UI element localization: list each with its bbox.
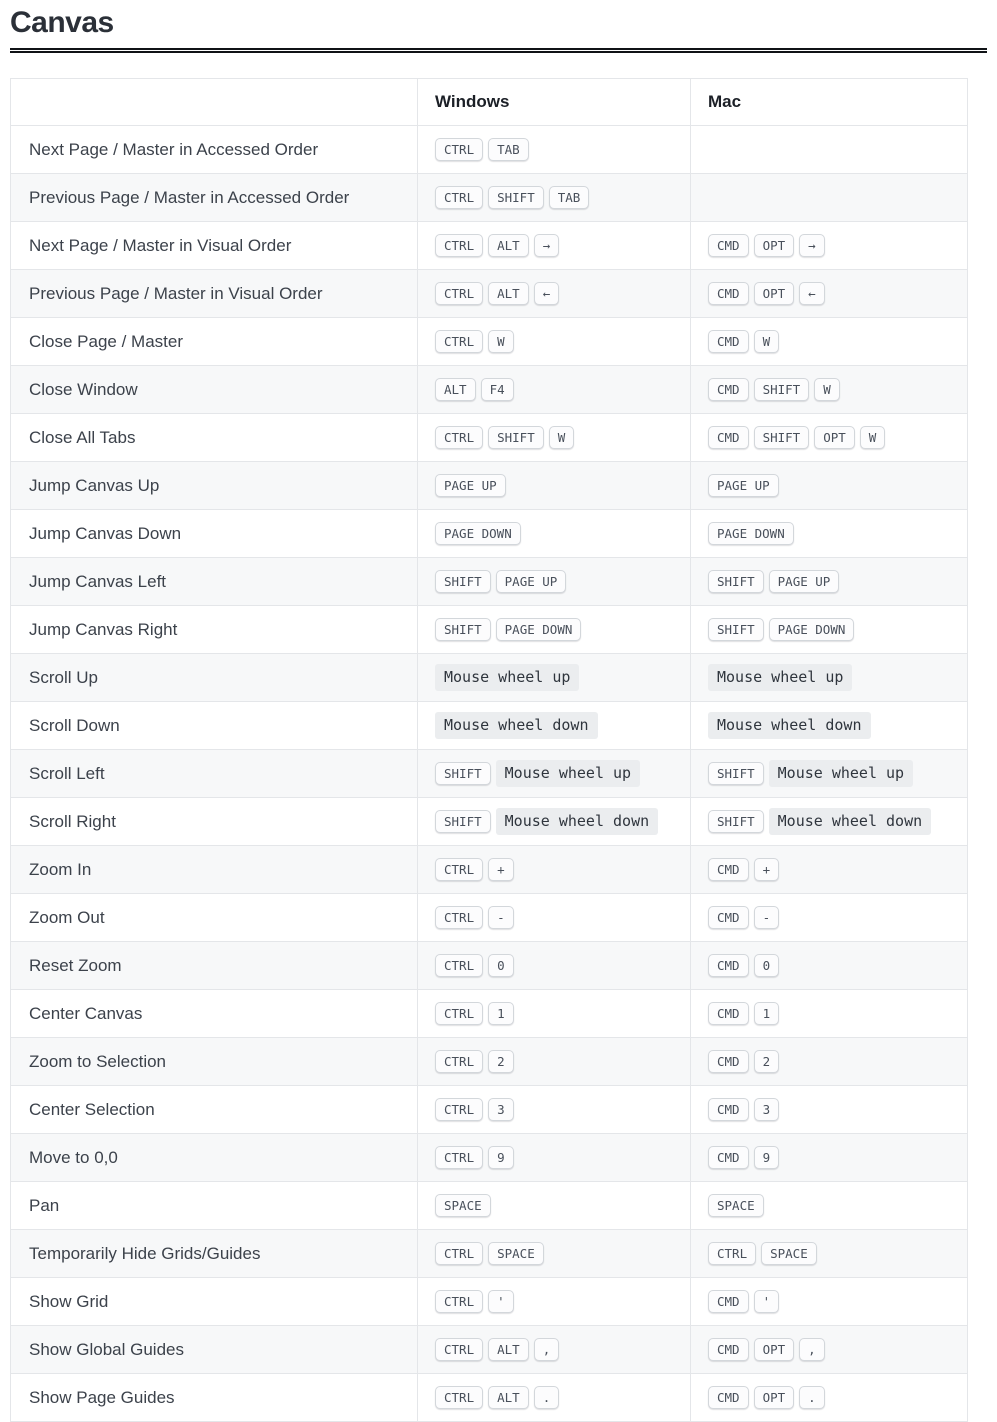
key-cap: CMD: [708, 1050, 749, 1074]
key-cap: CMD: [708, 906, 749, 930]
windows-shortcut-cell: [418, 1086, 691, 1134]
key-cap: .: [534, 1386, 560, 1410]
key-cap: CTRL: [435, 1242, 483, 1266]
windows-shortcut-cell: [418, 174, 691, 222]
windows-shortcut-cell: [418, 1134, 691, 1182]
key-cap: 0: [754, 954, 780, 978]
key-cap: SPACE: [435, 1194, 491, 1218]
mac-shortcut-cell: [691, 510, 968, 558]
key-cap: 3: [754, 1098, 780, 1122]
table-row: [11, 126, 968, 174]
key-cap: 0: [488, 954, 514, 978]
action-label: Pan: [11, 1182, 418, 1230]
page-title: Canvas: [10, 6, 114, 39]
column-header-mac: Mac: [691, 79, 968, 126]
key-cap: CTRL: [435, 906, 483, 930]
table-row: [11, 1182, 968, 1230]
key-cap: PAGE UP: [769, 570, 840, 594]
key-cap: OPT: [754, 282, 795, 306]
key-cap: →: [534, 234, 560, 258]
windows-shortcut-cell: [418, 222, 691, 270]
key-cap: CTRL: [435, 1386, 483, 1410]
action-label: Zoom Out: [11, 894, 418, 942]
windows-shortcut-cell: [418, 606, 691, 654]
action-label: Next Page / Master in Visual Order: [11, 222, 418, 270]
mac-shortcut-cell: [691, 414, 968, 462]
key-cap: SHIFT: [708, 762, 764, 786]
key-cap: PAGE UP: [435, 474, 506, 498]
key-cap: CTRL: [435, 954, 483, 978]
mac-shortcut-cell: [691, 1134, 968, 1182]
key-cap: SPACE: [761, 1242, 817, 1266]
key-cap: ALT: [488, 1338, 529, 1362]
table-row: [11, 270, 968, 318]
mac-shortcut-cell: [691, 942, 968, 990]
mac-shortcut-cell: [691, 1374, 968, 1422]
action-label: Next Page / Master in Accessed Order: [11, 126, 418, 174]
key-cap: CMD: [708, 858, 749, 882]
windows-shortcut-cell: [418, 1182, 691, 1230]
key-cap: CMD: [708, 1386, 749, 1410]
key-cap: CTRL: [435, 1050, 483, 1074]
action-label: Scroll Down: [11, 702, 418, 750]
mac-shortcut-cell: [691, 1326, 968, 1374]
mac-shortcut-cell: [691, 126, 968, 174]
key-cap: SPACE: [708, 1194, 764, 1218]
key-cap: 9: [754, 1146, 780, 1170]
key-cap: -: [754, 906, 780, 930]
column-header-action: [11, 79, 418, 126]
table-row: [11, 1278, 968, 1326]
key-cap: 1: [488, 1002, 514, 1026]
action-label: Zoom to Selection: [11, 1038, 418, 1086]
mouse-action-badge: Mouse wheel up: [496, 760, 640, 788]
windows-shortcut-cell: [418, 126, 691, 174]
table-row: [11, 1374, 968, 1422]
key-cap: PAGE UP: [708, 474, 779, 498]
key-cap: ': [754, 1290, 780, 1314]
table-row: [11, 1326, 968, 1374]
key-cap: PAGE UP: [496, 570, 567, 594]
action-label: Move to 0,0: [11, 1134, 418, 1182]
key-cap: CMD: [708, 1290, 749, 1314]
table-row: [11, 654, 968, 702]
key-cap: CTRL: [435, 330, 483, 354]
key-cap: ALT: [488, 282, 529, 306]
mouse-action-badge: Mouse wheel down: [708, 712, 871, 740]
mouse-action-badge: Mouse wheel up: [769, 760, 913, 788]
table-row: [11, 1086, 968, 1134]
mac-shortcut-cell: [691, 1278, 968, 1326]
key-cap: SHIFT: [754, 426, 810, 450]
key-cap: CMD: [708, 1002, 749, 1026]
table-row: [11, 462, 968, 510]
mac-shortcut-cell: [691, 1182, 968, 1230]
key-cap: CTRL: [435, 1338, 483, 1362]
key-cap: CMD: [708, 1338, 749, 1362]
column-header-windows: Windows: [418, 79, 691, 126]
key-cap: ': [488, 1290, 514, 1314]
mac-shortcut-cell: [691, 1038, 968, 1086]
key-cap: ,: [534, 1338, 560, 1362]
shortcuts-table: [10, 78, 968, 1422]
key-cap: SHIFT: [488, 186, 544, 210]
table-row: [11, 942, 968, 990]
table-row: [11, 1230, 968, 1278]
table-row: [11, 702, 968, 750]
action-label: Show Page Guides: [11, 1374, 418, 1422]
mac-shortcut-cell: [691, 222, 968, 270]
windows-shortcut-cell: [418, 558, 691, 606]
windows-shortcut-cell: [418, 510, 691, 558]
action-label: Jump Canvas Right: [11, 606, 418, 654]
key-cap: 9: [488, 1146, 514, 1170]
key-cap: CMD: [708, 234, 749, 258]
key-cap: →: [799, 234, 825, 258]
table-row: [11, 990, 968, 1038]
action-label: Show Global Guides: [11, 1326, 418, 1374]
windows-shortcut-cell: [418, 942, 691, 990]
key-cap: CMD: [708, 330, 749, 354]
windows-shortcut-cell: [418, 270, 691, 318]
key-cap: PAGE DOWN: [708, 522, 794, 546]
action-label: Temporarily Hide Grids/Guides: [11, 1230, 418, 1278]
table-row: [11, 1134, 968, 1182]
key-cap: CTRL: [435, 186, 483, 210]
table-row: [11, 414, 968, 462]
key-cap: +: [754, 858, 780, 882]
key-cap: OPT: [754, 1386, 795, 1410]
key-cap: CMD: [708, 1146, 749, 1170]
mouse-action-badge: Mouse wheel up: [435, 664, 579, 692]
key-cap: PAGE DOWN: [496, 618, 582, 642]
mac-shortcut-cell: [691, 462, 968, 510]
windows-shortcut-cell: [418, 414, 691, 462]
key-cap: PAGE DOWN: [769, 618, 855, 642]
action-label: Previous Page / Master in Accessed Order: [11, 174, 418, 222]
key-cap: OPT: [754, 234, 795, 258]
key-cap: F4: [481, 378, 514, 402]
key-cap: CTRL: [708, 1242, 756, 1266]
windows-shortcut-cell: [418, 990, 691, 1038]
windows-shortcut-cell: [418, 846, 691, 894]
mouse-action-badge: Mouse wheel down: [496, 808, 659, 836]
table-row: [11, 174, 968, 222]
key-cap: SHIFT: [435, 618, 491, 642]
table-row: [11, 510, 968, 558]
key-cap: ALT: [488, 234, 529, 258]
key-cap: CMD: [708, 282, 749, 306]
mac-shortcut-cell: [691, 174, 968, 222]
header-row: [11, 79, 968, 126]
windows-shortcut-cell: [418, 1326, 691, 1374]
key-cap: SHIFT: [435, 570, 491, 594]
table-row: [11, 1038, 968, 1086]
windows-shortcut-cell: [418, 1038, 691, 1086]
windows-shortcut-cell: [418, 1278, 691, 1326]
windows-shortcut-cell: [418, 702, 691, 750]
key-cap: ALT: [435, 378, 476, 402]
table-row: [11, 318, 968, 366]
key-cap: ←: [799, 282, 825, 306]
mouse-action-badge: Mouse wheel up: [708, 664, 852, 692]
mac-shortcut-cell: [691, 558, 968, 606]
key-cap: +: [488, 858, 514, 882]
windows-shortcut-cell: [418, 1230, 691, 1278]
mac-shortcut-cell: [691, 1086, 968, 1134]
title-divider: [10, 48, 987, 53]
key-cap: CTRL: [435, 138, 483, 162]
mac-shortcut-cell: [691, 894, 968, 942]
key-cap: SHIFT: [754, 378, 810, 402]
action-label: Center Canvas: [11, 990, 418, 1038]
table-row: [11, 750, 968, 798]
key-cap: TAB: [549, 186, 590, 210]
windows-shortcut-cell: [418, 462, 691, 510]
table-row: [11, 846, 968, 894]
mac-shortcut-cell: [691, 1230, 968, 1278]
key-cap: SHIFT: [435, 810, 491, 834]
key-cap: CTRL: [435, 1002, 483, 1026]
key-cap: CMD: [708, 1098, 749, 1122]
key-cap: W: [860, 426, 886, 450]
action-label: Reset Zoom: [11, 942, 418, 990]
action-label: Zoom In: [11, 846, 418, 894]
action-label: Jump Canvas Down: [11, 510, 418, 558]
key-cap: CMD: [708, 954, 749, 978]
key-cap: ALT: [488, 1386, 529, 1410]
key-cap: TAB: [488, 138, 529, 162]
key-cap: SHIFT: [708, 570, 764, 594]
action-label: Previous Page / Master in Visual Order: [11, 270, 418, 318]
mac-shortcut-cell: [691, 606, 968, 654]
key-cap: SPACE: [488, 1242, 544, 1266]
key-cap: CTRL: [435, 282, 483, 306]
key-cap: CTRL: [435, 426, 483, 450]
mac-shortcut-cell: [691, 798, 968, 846]
key-cap: ←: [534, 282, 560, 306]
key-cap: SHIFT: [708, 810, 764, 834]
table-row: [11, 222, 968, 270]
key-cap: W: [814, 378, 840, 402]
key-cap: OPT: [814, 426, 855, 450]
key-cap: CMD: [708, 426, 749, 450]
key-cap: SHIFT: [435, 762, 491, 786]
mac-shortcut-cell: [691, 654, 968, 702]
shortcuts-table-body: [11, 126, 968, 1422]
key-cap: W: [488, 330, 514, 354]
key-cap: PAGE DOWN: [435, 522, 521, 546]
action-label: Scroll Right: [11, 798, 418, 846]
action-label: Scroll Up: [11, 654, 418, 702]
key-cap: .: [799, 1386, 825, 1410]
mouse-action-badge: Mouse wheel down: [435, 712, 598, 740]
key-cap: CMD: [708, 378, 749, 402]
key-cap: -: [488, 906, 514, 930]
action-label: Close Page / Master: [11, 318, 418, 366]
key-cap: W: [754, 330, 780, 354]
table-row: [11, 894, 968, 942]
mac-shortcut-cell: [691, 846, 968, 894]
key-cap: CTRL: [435, 858, 483, 882]
key-cap: SHIFT: [488, 426, 544, 450]
action-label: Center Selection: [11, 1086, 418, 1134]
table-row: [11, 798, 968, 846]
windows-shortcut-cell: [418, 318, 691, 366]
key-cap: 2: [754, 1050, 780, 1074]
key-cap: ,: [799, 1338, 825, 1362]
action-label: Jump Canvas Up: [11, 462, 418, 510]
mouse-action-badge: Mouse wheel down: [769, 808, 932, 836]
action-label: Jump Canvas Left: [11, 558, 418, 606]
key-cap: CTRL: [435, 234, 483, 258]
key-cap: SHIFT: [708, 618, 764, 642]
windows-shortcut-cell: [418, 750, 691, 798]
windows-shortcut-cell: [418, 1374, 691, 1422]
key-cap: CTRL: [435, 1290, 483, 1314]
key-cap: W: [549, 426, 575, 450]
windows-shortcut-cell: [418, 366, 691, 414]
key-cap: 1: [754, 1002, 780, 1026]
table-row: [11, 366, 968, 414]
mac-shortcut-cell: [691, 318, 968, 366]
key-cap: OPT: [754, 1338, 795, 1362]
action-label: Show Grid: [11, 1278, 418, 1326]
mac-shortcut-cell: [691, 702, 968, 750]
mac-shortcut-cell: [691, 990, 968, 1038]
key-cap: 3: [488, 1098, 514, 1122]
windows-shortcut-cell: [418, 654, 691, 702]
key-cap: CTRL: [435, 1146, 483, 1170]
action-label: Close Window: [11, 366, 418, 414]
table-row: [11, 558, 968, 606]
key-cap: CTRL: [435, 1098, 483, 1122]
mac-shortcut-cell: [691, 270, 968, 318]
table-row: [11, 606, 968, 654]
windows-shortcut-cell: [418, 798, 691, 846]
action-label: Close All Tabs: [11, 414, 418, 462]
key-cap: 2: [488, 1050, 514, 1074]
mac-shortcut-cell: [691, 366, 968, 414]
windows-shortcut-cell: [418, 894, 691, 942]
shortcuts-table-header: [11, 79, 968, 126]
action-label: Scroll Left: [11, 750, 418, 798]
mac-shortcut-cell: [691, 750, 968, 798]
